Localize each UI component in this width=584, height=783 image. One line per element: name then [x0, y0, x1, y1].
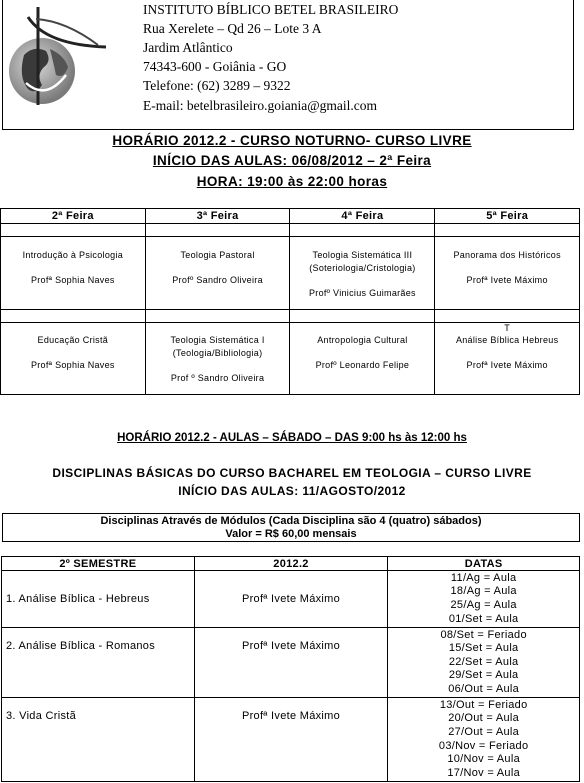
day-header: 3ª Feira: [145, 209, 290, 224]
date-entry: 18/Ag = Aula: [450, 585, 517, 598]
column-header: 2012.2: [194, 557, 388, 571]
class-cell: [1, 323, 146, 395]
class-subject: Teologia Pastoral: [180, 250, 255, 260]
class-subject: Teologia Sistemática I: [170, 335, 265, 345]
discipline-name: 2. Análise Bíblica - Romanos: [2, 628, 195, 698]
date-entry: 27/Out = Aula: [448, 725, 520, 738]
class-subject: Teologia Sistemática III: [312, 250, 413, 260]
stray-mark: T: [504, 323, 511, 333]
discipline-name: 1. Análise Bíblica - Hebreus: [2, 571, 195, 628]
modules-info: Disciplinas Através de Módulos (Cada Disciplina são 4 (quatro) sábados): [100, 515, 482, 527]
date-entry: 29/Set = Aula: [448, 669, 519, 682]
class-cell: [290, 323, 435, 395]
discipline-dates: [388, 628, 580, 698]
discipline-dates: [388, 698, 580, 782]
saturday-table: [1, 556, 580, 782]
date-entry: 25/Ag = Aula: [450, 599, 517, 611]
class-teacher: Prof º Sandro Oliveira: [170, 373, 265, 383]
date-entry: 15/Set = Aula: [448, 642, 519, 655]
date-entry: 17/Nov = Aula: [447, 766, 521, 779]
class-teacher: Profº Sandro Oliveira: [172, 275, 263, 285]
date-entry: 13/Out = Feriado: [439, 698, 528, 711]
institute-cep: 74343-600 - Goiânia - GO: [143, 59, 287, 74]
day-header: 4ª Feira: [290, 209, 435, 224]
saturday-title: HORÁRIO 2012.2 - AULAS – SÁBADO – DAS 9:00 hs às 12:00 hs: [117, 432, 467, 444]
discipline-name: 3. Vida Cristã: [2, 698, 195, 782]
class-cell: [435, 237, 580, 310]
column-header: 2º SEMESTRE: [2, 557, 195, 571]
class-subject: Análise Bíblica Hebreus: [455, 335, 559, 345]
class-cell: [1, 237, 146, 310]
class-subject-detail: (Soteriologia/Cristologia): [309, 263, 416, 273]
column-header: DATAS: [388, 557, 580, 571]
date-entry: 10/Nov = Aula: [447, 753, 521, 766]
class-teacher: Profª Ivete Máximo: [466, 275, 548, 285]
class-teacher: Profª Sophia Naves: [30, 275, 115, 285]
date-entry: 01/Set = Aula: [448, 612, 519, 625]
class-subject: Antropologia Cultural: [317, 335, 408, 345]
class-subject: Educação Cristã: [37, 335, 109, 345]
discipline-teacher: Profª Ivete Máximo: [194, 628, 388, 698]
date-entry: 06/Out = Aula: [448, 682, 520, 695]
class-cell: [435, 323, 580, 395]
institute-phone: Telefone: (62) 3289 – 9322: [143, 78, 291, 93]
class-subject: Panorama dos Históricos: [453, 250, 561, 260]
evening-hours: HORA: 19:00 às 22:00 horas: [196, 174, 388, 189]
institute-street: Rua Xerelete – Qd 26 – Lote 3 A: [143, 21, 322, 36]
institute-email: E-mail: betelbrasileiro.goiania@gmail.com: [143, 98, 377, 113]
modules-box: [2, 513, 580, 542]
saturday-start: INÍCIO DAS AULAS: 11/AGOSTO/2012: [178, 484, 406, 498]
institute-district: Jardim Atlântico: [143, 40, 233, 55]
class-cell: [145, 323, 290, 395]
class-teacher: Profº Vinicius Guimarães: [308, 288, 416, 298]
day-header: 2ª Feira: [1, 209, 146, 224]
class-cell: [145, 237, 290, 310]
evening-start: INÍCIO DAS AULAS: 06/08/2012 – 2ª Feira: [152, 153, 432, 168]
date-entry: 03/Nov = Feriado: [438, 739, 529, 752]
evening-timetable: [0, 208, 580, 395]
institute-logo: [6, 5, 122, 123]
day-header: 5ª Feira: [435, 209, 580, 224]
class-cell: [290, 237, 435, 310]
date-entry: 11/Ag = Aula: [450, 571, 517, 584]
class-subject-detail: (Teologia/Bibliologia): [172, 348, 263, 358]
date-entry: 20/Out = Aula: [448, 712, 520, 725]
modules-price: Valor = R$ 60,00 mensais: [225, 528, 357, 540]
class-teacher: Profº Leonardo Felipe: [315, 360, 410, 370]
saturday-subtitle: DISCIPLINAS BÁSICAS DO CURSO BACHAREL EM TEOLOGIA – CURSO LIVRE: [52, 466, 532, 480]
class-subject: Introdução à Psicologia: [22, 250, 124, 260]
date-entry: 22/Set = Aula: [448, 655, 519, 668]
discipline-dates: [388, 571, 580, 628]
date-entry: 08/Set = Feriado: [440, 628, 527, 641]
institute-name: INSTITUTO BÍBLICO BETEL BRASILEIRO: [143, 2, 399, 17]
class-teacher: Profª Ivete Máximo: [466, 360, 548, 370]
discipline-teacher: Profª Ivete Máximo: [194, 698, 388, 782]
class-teacher: Profª Sophia Naves: [30, 360, 115, 370]
evening-title: HORÁRIO 2012.2 - CURSO NOTURNO- CURSO LIVRE: [112, 133, 472, 148]
discipline-teacher: Profª Ivete Máximo: [194, 571, 388, 628]
